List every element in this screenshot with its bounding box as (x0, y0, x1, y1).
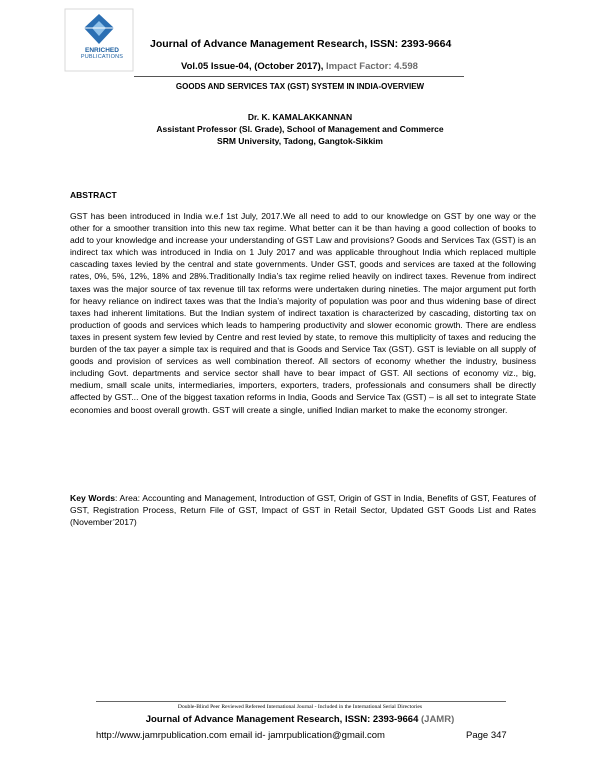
vol-text: Vol.05 Issue-04, (October 2017), (181, 61, 324, 72)
keywords-text: : Area: Accounting and Management, Introduction of GST, Origin of GST in India, Benefits of GST, Features of GST, Registration Process, Return File of GST, Impact of GST in Retail Sector, Updated GST Goods List and Rates (November’2017) (70, 493, 536, 528)
volume-issue (181, 61, 418, 72)
author-position: Assistant Professor (Sl. Grade), School of Management and Commerce (156, 124, 444, 134)
article-title: GOODS AND SERVICES TAX (GST) SYSTEM IN INDIA-OVERVIEW (175, 82, 425, 91)
logo-sub: PUBLICATIONS (80, 54, 124, 60)
header-divider (134, 76, 464, 77)
footer-journal-title: Journal of Advance Management Research, ISSN: 2393-9664 (145, 714, 419, 725)
keywords-label: Key Words (70, 493, 115, 503)
impact-factor: Impact Factor: 4.598 (323, 61, 418, 72)
abstract-text: GST has been introduced in India w.e.f 1st July, 2017.We all need to add to our knowledge on GST by one way or the other for a smoother transition into this new tax regime. What better can it be than having a good collection of books to add to your knowledge and increase your understanding of GST Law and provisions? Goods and Services Tax (GST) is an indirect tax which was introduced in India on 1 July 2017 and was applicable throughout India which replaced multiple cascading taxes levied by the central and state governments. Under GST, goods and services are taxed at the following rates, 0%, 5%, 12%, 18% and 28%.Traditionally India’s tax regime relied heavily on indirect taxes. Revenue from indirect taxes was the major source of tax revenue till tax reforms were undertaken during nineties. The major argument put forth for heavy reliance on indirect taxes was that the India’s majority of population was poor and thus widening base of direct taxes had inherent limitations. But the Indian system of indirect taxation is characterized by cascading, distorting tax on production of goods and services which leads to hampering productivity and slower economic growth. There are endless taxes in present system few levied by Centre and rest levied by state, to remove this multiplicity of taxes and reducing the burden of the tax payer a simple tax is required and that is Goods and Service Tax (GST). GST is leviable on all supply of goods and provision of services as well combination thereof. All sectors of economy whether the industry, business including Govt. departments and service sector shall have to bear impact of GST. All sections of economy viz., big, medium, small scale units, intermediaries, importers, exporters, traders, professionals and consumers shall be directly affected by GST... One of the biggest taxation reforms in India, Goods and Service Tax (GST) – is all set to integrate State economies and boost overall growth. GST will create a single, unified Indian market to make the economy stronger. (70, 211, 536, 415)
publisher-logo (64, 8, 134, 72)
author-affiliation: SRM University, Tadong, Gangtok-Sikkim (217, 136, 383, 146)
footer-journal-abbr: (JAMR) (418, 714, 455, 725)
logo-name: ENRICHED (85, 47, 119, 54)
author-name: Dr. K. KAMALAKKANNAN (247, 112, 353, 122)
footer-journal (0, 714, 600, 725)
page-number: Page 347 (466, 730, 507, 741)
footer-divider (96, 701, 506, 702)
logo-wordmark (72, 47, 132, 61)
keywords (70, 492, 536, 528)
abstract-heading: ABSTRACT (70, 190, 117, 200)
footer-website-email: http://www.jamrpublication.com email id- jamrpublication@gmail.com (96, 730, 385, 741)
footer-peer-review-note: Double-Blind Peer Reviewed Refereed International Journal - Included in the International Serial Directories (177, 704, 423, 710)
journal-title: Journal of Advance Management Research, ISSN: 2393-9664 (150, 38, 452, 50)
author-block (0, 111, 600, 147)
